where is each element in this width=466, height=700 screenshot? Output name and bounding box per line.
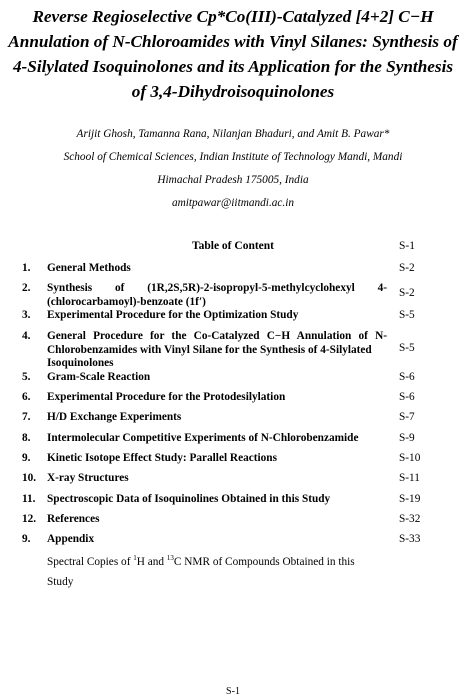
toc-item-page: S-6 (399, 391, 415, 403)
toc-item-number: 9. (22, 533, 31, 545)
toc-item-title-line: (chlorocarbamoyl)-benzoate (1f′) (47, 295, 206, 308)
toc-item-page: S-7 (399, 411, 415, 423)
toc-item-page: S-5 (399, 309, 415, 321)
toc-item-page: S-9 (399, 432, 415, 444)
appendix-note (47, 552, 387, 592)
toc-item-title: Experimental Procedure for the Optimization Study (47, 309, 299, 321)
toc-item-number: 1. (22, 262, 31, 274)
title-line: of 3,4-Dihydroisoquinolones (131, 82, 335, 101)
toc-item-title-line: Chlorobenzamides with Vinyl Silane for the Synthesis of 4-Silylated (47, 343, 372, 356)
affiliation-line-1: School of Chemical Sciences, Indian Institute of Technology Mandi, Mandi (63, 151, 403, 163)
toc-item-number: 6. (22, 391, 31, 403)
appendix-note-text: C NMR of Compounds Obtained in this (173, 556, 355, 568)
toc-item-number: 10. (22, 472, 37, 484)
appendix-note-text: H and (136, 556, 167, 568)
paper-title (0, 4, 466, 104)
appendix-note-line-2: Study (47, 576, 74, 588)
toc-item-page: S-10 (399, 452, 421, 464)
toc-item-title-line: Isoquinolones (47, 357, 114, 369)
toc-item-number: 5. (22, 371, 31, 383)
toc-item-title (47, 330, 387, 371)
toc-heading: Table of Content (192, 240, 274, 252)
toc-item-page: S-5 (399, 342, 415, 354)
toc-item-title: References (47, 513, 100, 525)
appendix-note-sup: 1 (133, 554, 137, 563)
toc-item-title-line: Synthesis of (1R,2S,5R)-2-isopropyl-5-methylcyclohexyl 4- (47, 282, 387, 294)
toc-item-number: 2. (22, 282, 31, 294)
toc-item-page: S-11 (399, 472, 420, 484)
toc-item-title: Experimental Procedure for the Protodesilylation (47, 391, 286, 403)
authors: Arijit Ghosh, Tamanna Rana, Nilanjan Bhaduri, and Amit B. Pawar* (76, 128, 390, 140)
toc-item-title: Spectroscopic Data of Isoquinolines Obtained in this Study (47, 493, 331, 505)
toc-heading-page: S-1 (399, 240, 415, 252)
toc-item-title: Intermolecular Competitive Experiments of N-Chlorobenzamide (47, 432, 359, 444)
title-line: Reverse Regioselective Cp*Co(III)-Catalyzed [4+2] C−H (32, 7, 434, 26)
toc-item-title: X-ray Structures (47, 472, 129, 484)
email[interactable]: amitpawar@iitmandi.ac.in (171, 197, 295, 209)
toc-item-title: Gram-Scale Reaction (47, 371, 151, 383)
page-number: S-1 (226, 686, 240, 697)
title-line: 4-Silylated Isoquinolones and its Application for the Synthesis (12, 57, 454, 76)
appendix-note-text: Spectral Copies of (47, 556, 134, 568)
toc-item-title: H/D Exchange Experiments (47, 411, 182, 423)
toc-item-title: Kinetic Isotope Effect Study: Parallel Reactions (47, 452, 277, 464)
toc-item-number: 8. (22, 432, 31, 444)
toc-item-title: General Methods (47, 262, 131, 274)
toc-item-number: 7. (22, 411, 31, 423)
title-line: Annulation of N-Chloroamides with Vinyl Silanes: Synthesis of (8, 32, 458, 51)
toc-item-page: S-19 (399, 493, 421, 505)
toc-item-number: 3. (22, 309, 31, 321)
appendix-note-line-1 (47, 552, 387, 572)
appendix-note-sup: 13 (166, 554, 174, 563)
toc-item-number: 9. (22, 452, 31, 464)
toc-item-title-line: General Procedure for the Co-Catalyzed C−H Annulation of N- (47, 330, 387, 342)
toc-item-page: S-33 (399, 533, 421, 545)
toc-item-number: 4. (22, 330, 31, 342)
toc-item-number: 11. (22, 493, 36, 505)
toc-item-number: 12. (22, 513, 37, 525)
affiliation-line-2: Himachal Pradesh 175005, India (157, 174, 309, 186)
toc-item-title: Appendix (47, 533, 95, 545)
toc-item-page: S-2 (399, 287, 415, 299)
toc-item-page: S-2 (399, 262, 415, 274)
toc-item-page: S-6 (399, 371, 415, 383)
toc-item-page: S-32 (399, 513, 421, 525)
toc-item-title (47, 282, 387, 309)
